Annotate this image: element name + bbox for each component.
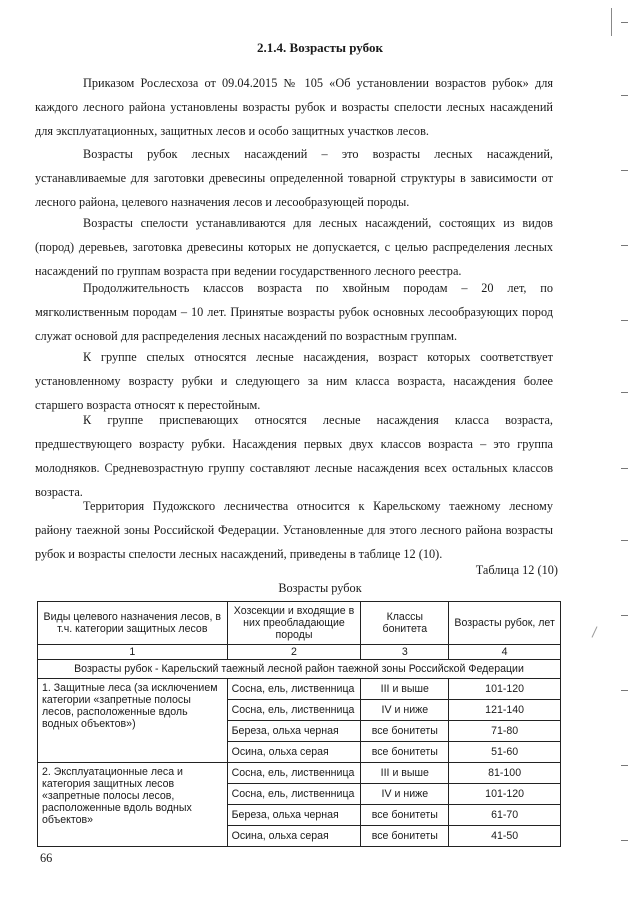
species-cell: Береза, ольха черная: [227, 721, 361, 742]
paragraph-premature-group: К группе приспевающих относятся лесные насаждения класса возраста, предшествующего возрасту рубки. Насаждения первых двух классов возраста – это группа молодняков. Средневозрастную группу составляют лесные насаждения всех остальных классов возраста.: [35, 413, 553, 499]
table-title: Возрасты рубок: [278, 581, 362, 595]
zone-label: Возрасты рубок - Карельский таежный лесной район таежной зоны Российской Федерации: [38, 660, 561, 679]
table-number: Таблица 12 (10): [475, 563, 558, 577]
bonitet-cell: III и выше: [361, 679, 449, 700]
bonitet-cell: все бонитеты: [361, 826, 449, 847]
scan-margin-mark: [621, 320, 628, 321]
col-number: 1: [38, 645, 228, 660]
paragraph-definition-cutting-age: Возрасты рубок лесных насаждений – это возрасты лесных насаждений, устанавливаемые для заготовки древесины определенной товарной структуры в зависимости от лесного района, целевого назначения лесов и лесообразующей породы.: [35, 147, 553, 209]
scan-margin-mark: [621, 468, 628, 469]
species-cell: Сосна, ель, лиственница: [227, 763, 361, 784]
species-cell: Сосна, ель, лиственница: [227, 784, 361, 805]
col-number: 4: [449, 645, 561, 660]
paragraph-maturity-age: Возрасты спелости устанавливаются для лесных насаждений, состоящих из видов (пород) деревьев, заготовка древесины которых не допускается, с целью распределения лесных насаждений по группам возраста при ведении государственного лесного реестра.: [35, 216, 553, 278]
table-row: [38, 679, 561, 700]
zone-row: [38, 660, 561, 679]
age-cell: 61-70: [449, 805, 561, 826]
age-cell: 81-100: [449, 763, 561, 784]
category-protective: 1. Защитные леса (за исключением категории «запретные полосы лесов, расположенные вдоль водных объектов»): [38, 679, 228, 763]
header-purpose: Виды целевого назначения лесов, в т.ч. категории защитных лесов: [38, 602, 228, 645]
category-exploitation: 2. Эксплуатационные леса и категория защитных лесов «запретные полосы лесов, расположенные вдоль водных объектов»: [38, 763, 228, 847]
age-cell: 101-120: [449, 679, 561, 700]
scan-margin-mark: [621, 690, 628, 691]
age-cell: 71-80: [449, 721, 561, 742]
header-bonitet: Классы бонитета: [361, 602, 449, 645]
bonitet-cell: все бонитеты: [361, 805, 449, 826]
bonitet-cell: III и выше: [361, 763, 449, 784]
paragraph-pudozh-forestry: Территория Пудожского лесничества относится к Карельскому таежному лесному району таежной зоны Российской Федерации. Установленные для этого лесного района возрасты рубок и возрасты спелости лесных насаждений, приведены в таблице 12 (10).: [35, 499, 553, 561]
paragraph-mature-group: К группе спелых относятся лесные насаждения, возраст которых соответствует установленному возрасту рубки и следующего за ним класса возраста, насаждения более старшего возраста относят к перестойным.: [35, 350, 553, 412]
scan-margin-mark: [621, 540, 628, 541]
scan-margin-mark: [621, 95, 628, 96]
scan-margin-mark: [621, 22, 628, 23]
species-cell: Береза, ольха черная: [227, 805, 361, 826]
paragraph-age-class-duration: Продолжительность классов возраста по хвойным породам – 20 лет, по мягколиственным породам – 10 лет. Принятые возрасты рубок основных лесообразующих пород служат основой для распределения лесных насаждений по возрастным группам.: [35, 281, 553, 343]
species-cell: Осина, ольха серая: [227, 742, 361, 763]
column-number-row: [38, 645, 561, 660]
bonitet-cell: все бонитеты: [361, 721, 449, 742]
scan-margin-mark: [621, 170, 628, 171]
scan-edge-mark: [611, 8, 612, 36]
pencil-mark: [592, 626, 598, 637]
table-header-row: [38, 602, 561, 645]
scan-margin-mark: [621, 615, 628, 616]
cutting-age-table: [37, 601, 561, 847]
species-cell: Осина, ольха серая: [227, 826, 361, 847]
bonitet-cell: IV и ниже: [361, 700, 449, 721]
age-cell: 51-60: [449, 742, 561, 763]
col-number: 2: [227, 645, 361, 660]
paragraph-order: Приказом Рослесхоза от 09.04.2015 № 105 «Об установлении возрастов рубок» для каждого лесного района установлены возрасты рубок и возрасты спелости лесных насаждений для эксплуатационных, защитных лесов и особо защитных участков лесов.: [35, 76, 553, 138]
age-cell: 121-140: [449, 700, 561, 721]
species-cell: Сосна, ель, лиственница: [227, 679, 361, 700]
scan-margin-mark: [621, 392, 628, 393]
species-cell: Сосна, ель, лиственница: [227, 700, 361, 721]
header-cutting-age: Возрасты рубок, лет: [449, 602, 561, 645]
section-heading: 2.1.4. Возрасты рубок: [257, 40, 383, 55]
col-number: 3: [361, 645, 449, 660]
scan-margin-mark: [621, 245, 628, 246]
table-row: [38, 763, 561, 784]
header-species: Хозсекции и входящие в них преобладающие породы: [227, 602, 361, 645]
age-cell: 101-120: [449, 784, 561, 805]
bonitet-cell: IV и ниже: [361, 784, 449, 805]
page-number: 66: [40, 851, 53, 865]
bonitet-cell: все бонитеты: [361, 742, 449, 763]
age-cell: 41-50: [449, 826, 561, 847]
scan-margin-mark: [621, 765, 628, 766]
scan-margin-mark: [621, 840, 628, 841]
